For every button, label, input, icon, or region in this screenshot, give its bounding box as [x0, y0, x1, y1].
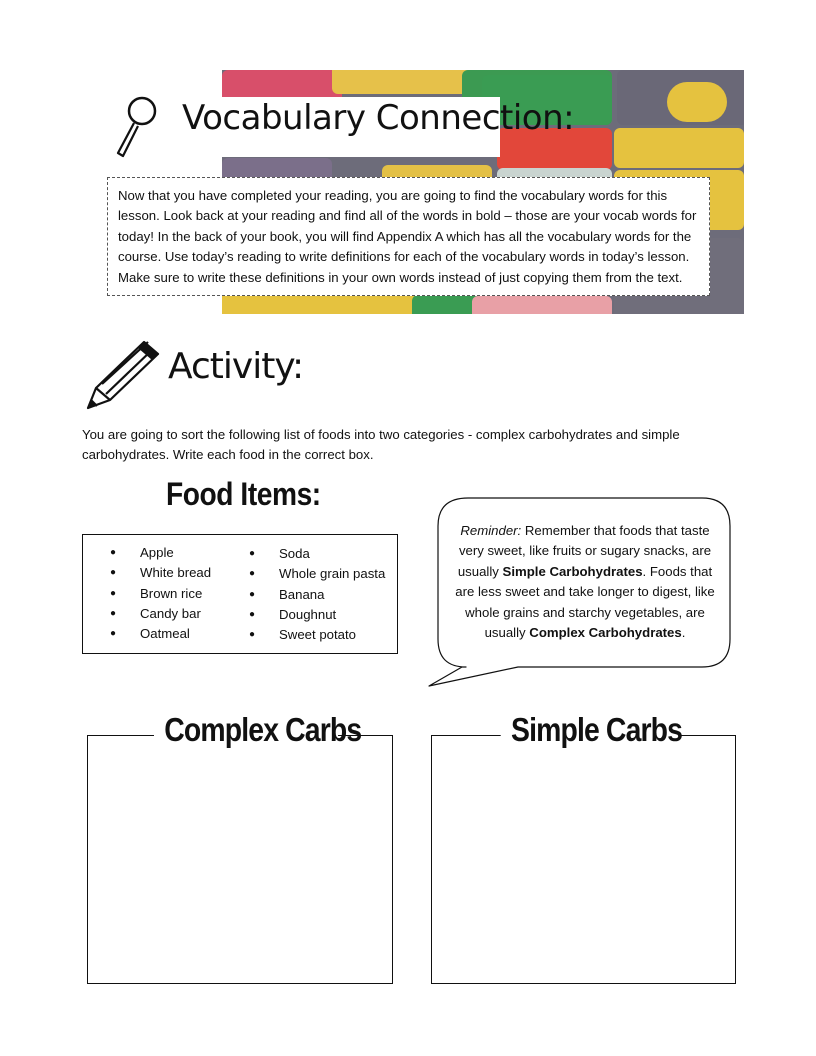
food-item: ● Candy bar: [110, 604, 211, 624]
activity-instructions: You are going to sort the following list of foods into two categories - complex carbohydrates and simple carbohydrates. Write each food in the correct box.: [82, 427, 680, 462]
activity-title: Activity:: [168, 346, 304, 387]
food-item: ● Brown rice: [110, 584, 211, 604]
food-item: ● Oatmeal: [110, 624, 211, 644]
simple-carbs-title: Simple Carbs: [501, 711, 682, 749]
food-items-list-box: [82, 534, 398, 654]
food-item: ● Soda: [249, 544, 385, 564]
food-items-title: Food Items:: [166, 476, 321, 512]
food-list-column-1: [110, 543, 211, 644]
food-item: ● Whole grain pasta: [249, 564, 385, 584]
vocabulary-instructions-box: [107, 177, 710, 296]
simple-carbohydrates-term: Simple Carbohydrates: [502, 563, 643, 579]
food-list-column-2: [249, 544, 385, 645]
food-item: ● Sweet potato: [249, 625, 385, 645]
vocabulary-title: Vocabulary Connection:: [182, 98, 575, 138]
food-item: ● Banana: [249, 585, 385, 605]
reminder-text-part: . Foods that are less sweet and take longer to digest, like whole grains and starchy vegetables, are usually: [455, 563, 715, 641]
food-item: ● Doughnut: [249, 605, 385, 625]
simple-carbs-box[interactable]: [431, 735, 736, 984]
reminder-label: Reminder:: [460, 523, 522, 538]
magnifying-glass-icon: [112, 95, 160, 159]
complex-carbohydrates-term: Complex Carbohydrates: [529, 625, 682, 641]
complex-carbs-title: Complex Carbs: [154, 711, 338, 749]
vocabulary-instructions: Now that you have completed your reading, you are going to find the vocabulary words for this lesson. Look back at your reading and find all of the words in bold – those are your vocab words for today! In the back of your book, you will find Appendix A which has all the vocabulary words for the course. Use today’s reading to write definitions for each of the vocabulary words in today’s lesson. Make sure to write these definitions in your own words instead of just copying them from the text.: [118, 188, 697, 285]
reminder-text-part: .: [681, 625, 686, 641]
reminder-text: [448, 521, 722, 643]
pencil-icon: [82, 336, 162, 414]
reminder-text-part: Remember that foods that taste very sweet, like fruits or sugary snacks, are usually: [457, 523, 712, 579]
food-item: ● Apple: [110, 543, 211, 563]
food-item: ● White bread: [110, 563, 211, 583]
complex-carbs-box[interactable]: [87, 735, 393, 984]
